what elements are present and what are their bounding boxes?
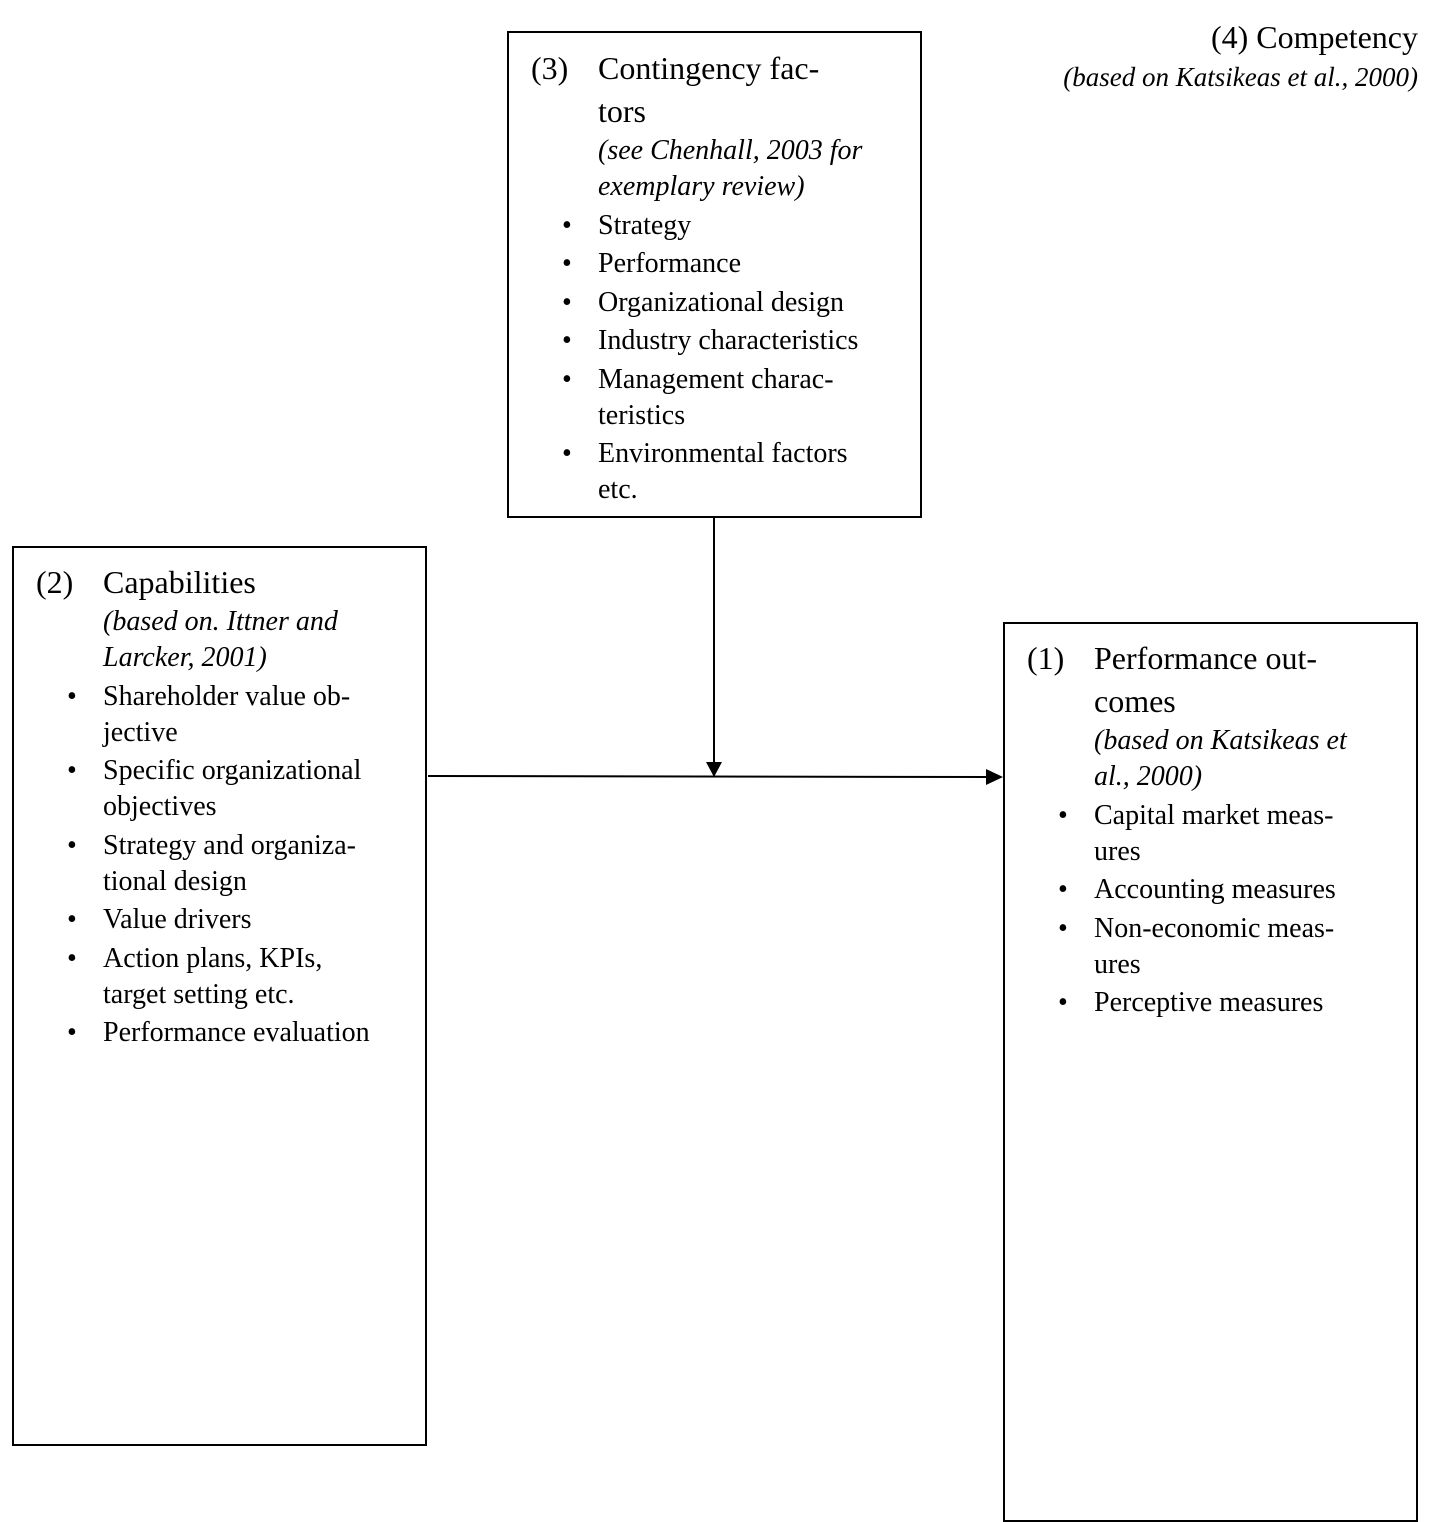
box-number: (3) <box>531 50 569 86</box>
bullet-icon: • <box>562 248 572 279</box>
bullet-icon: • <box>562 209 572 241</box>
bullet-icon: • <box>67 829 77 861</box>
competency-citation: (based on Katsikeas et al., 2000) <box>1063 62 1418 92</box>
box-number: (1) <box>1027 640 1065 676</box>
title-line: comes <box>1094 683 1176 719</box>
item-line: ures <box>1094 948 1141 980</box>
bullet-icon: • <box>562 363 572 395</box>
outcomes-arrow-head <box>986 769 1003 785</box>
citation-line: (based on. Ittner and <box>103 606 338 637</box>
item-line: Shareholder value ob- <box>103 680 351 712</box>
contingency-arrow-head <box>706 762 722 777</box>
bullet-icon: • <box>67 942 77 974</box>
item-line: Performance <box>598 248 742 279</box>
citation-line: (see Chenhall, 2003 for <box>598 135 863 166</box>
bullet-icon: • <box>1058 912 1068 944</box>
item-line: Industry characteristics <box>598 325 859 356</box>
item-line: ures <box>1094 835 1141 867</box>
item-line: Accounting measures <box>1094 874 1336 905</box>
item-line: Capital market meas- <box>1094 799 1334 831</box>
bullet-icon: • <box>67 1017 77 1048</box>
title-line: Capabilities <box>103 564 256 600</box>
bullet-icon: • <box>562 325 572 356</box>
citation-line: (based on Katsikeas et <box>1094 725 1347 756</box>
item-line: Specific organizational <box>103 755 362 786</box>
item-line: Non-economic meas- <box>1094 912 1335 944</box>
item-line: Strategy <box>598 209 692 241</box>
item-line: Management charac- <box>598 363 834 395</box>
bullet-icon: • <box>1058 799 1068 831</box>
item-line: target setting etc. <box>103 978 295 1010</box>
capabilities-to-outcomes-line <box>428 776 990 777</box>
citation-line: al., 2000) <box>1094 761 1203 792</box>
bullet-icon: • <box>562 438 572 469</box>
citation-line: exemplary review) <box>598 171 805 202</box>
box-number: (2) <box>36 564 74 600</box>
bullet-icon: • <box>1058 987 1068 1018</box>
item-line: Environmental factors <box>598 438 848 469</box>
item-line: Action plans, KPIs, <box>103 942 323 974</box>
item-line: Perceptive measures <box>1094 987 1324 1018</box>
bullet-icon: • <box>562 286 572 318</box>
item-line: Organizational design <box>598 286 844 318</box>
item-line: Performance evaluation <box>103 1017 370 1048</box>
title-line: Contingency fac- <box>598 50 820 86</box>
item-line: jective <box>103 716 178 748</box>
title-line: Performance out- <box>1094 640 1318 676</box>
item-line: teristics <box>598 399 686 431</box>
bullet-icon: • <box>67 680 77 712</box>
item-line: etc. <box>598 474 638 505</box>
competency-title: (4) Competency <box>1210 19 1418 55</box>
citation-line: Larcker, 2001) <box>103 642 267 673</box>
bullet-icon: • <box>1058 874 1068 905</box>
title-line: tors <box>598 93 646 129</box>
item-line: objectives <box>103 791 217 822</box>
item-line: Strategy and organiza- <box>103 829 356 861</box>
item-line: tional design <box>103 865 247 897</box>
bullet-icon: • <box>67 904 77 935</box>
bullet-icon: • <box>67 755 77 786</box>
item-line: Value drivers <box>103 904 252 935</box>
